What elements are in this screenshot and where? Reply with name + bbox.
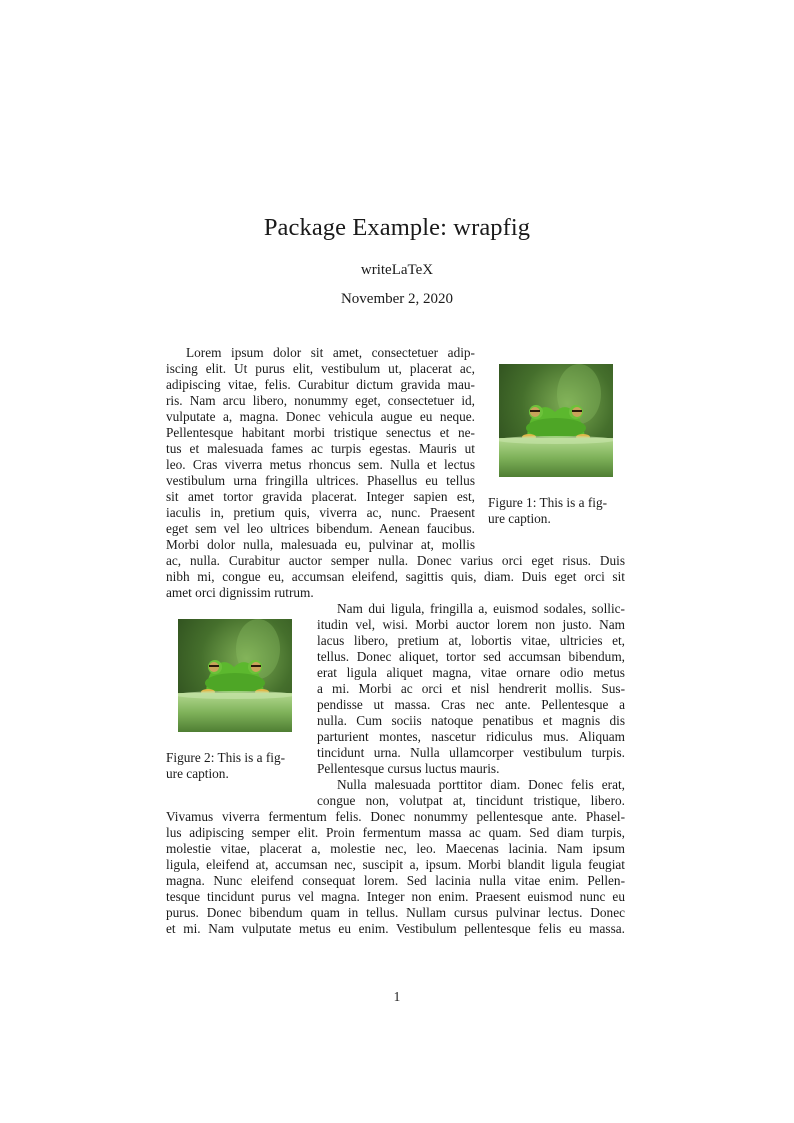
text-line: et mi. Nam vulputate metus eu enim. Vestibulum pellentesque felis eu massa. <box>166 921 625 936</box>
text-line: pendisse ut massa. Cras nec ante. Pellentesque a <box>317 697 625 712</box>
text-line: iaculis in, pretium quis, viverra ac, nunc. Praesent <box>166 505 475 520</box>
text-line: Lorem ipsum dolor sit amet, consectetuer adip- <box>186 345 475 360</box>
text-line: lacus libero, pretium at, lobortis vitae, ultricies et, <box>317 633 625 648</box>
text-line: nibh mi, congue eu, accumsan eleifend, sagittis quis, diam. Duis eget orci sit <box>166 569 625 584</box>
text-line: a mi. Morbi ac orci et nisl hendrerit mollis. Sus- <box>317 681 625 696</box>
text-line: erat ligula aliquet magna, vitae ornare odio metus <box>317 665 625 680</box>
text-line: iscing elit. Ut purus elit, vestibulum ut, placerat ac, <box>166 361 475 376</box>
text-line: vestibulum urna fringilla ultrices. Phasellus eu tellus <box>166 473 475 488</box>
text-line: magna. Nunc eleifend consequat lorem. Sed lacinia nulla vitae enim. Pellen- <box>166 873 625 888</box>
text-line: tellus. Donec aliquet, tortor sed accumsan bibendum, <box>317 649 625 664</box>
text-line: tesque tincidunt purus vel magna. Integer non enim. Praesent euismod nunc eu <box>166 889 625 904</box>
text-line: parturient montes, nascetur ridiculus mus. Aliquam <box>317 729 625 744</box>
text-line: Pellentesque habitant morbi tristique senectus et ne- <box>166 425 475 440</box>
figure-caption: Figure 1: This is a fig- <box>488 495 608 510</box>
text-line: adipiscing vitae, felis. Curabitur dictum gravida mau- <box>166 377 475 392</box>
text-line: Vivamus viverra fermentum felis. Donec nonummy pellentesque ante. Phasel- <box>166 809 625 824</box>
text-line: amet orci dignissim rutrum. <box>166 585 314 600</box>
text-line: sit amet tortor gravida placerat. Integer sapien est, <box>166 489 475 504</box>
text-line: ligula, eleifend at, accumsan nec, suscipit a, ipsum. Morbi blandit ligula feugiat <box>166 857 625 872</box>
text-line: eget sem vel leo ultrices bibendum. Aenean faucibus. <box>166 521 475 536</box>
page-number: 1 <box>393 989 401 1004</box>
text-line: vulputate a, magna. Donec vehicula augue eu neque. <box>166 409 475 424</box>
frog-image <box>499 364 613 477</box>
text-line: tincidunt urna. Nulla ullamcorper vestibulum turpis. <box>317 745 625 760</box>
frog-image <box>178 619 292 732</box>
text-line: molestie vitae, placerat a, molestie nec, leo. Maecenas lacinia. Nam ipsum <box>166 841 625 856</box>
text-line: Morbi dolor nulla, malesuada eu, pulvinar at, mollis <box>166 537 475 552</box>
text-line: ac, nulla. Curabitur auctor semper nulla. Donec varius orci eget risus. Duis <box>166 553 625 568</box>
text-line: purus. Donec bibendum quam in tellus. Nullam cursus pulvinar lectus. Donec <box>166 905 625 920</box>
text-line: nulla. Cum sociis natoque penatibus et magnis dis <box>317 713 625 728</box>
text-line: lus adipiscing semper elit. Proin fermentum massa ac quam. Sed diam turpis, <box>166 825 625 840</box>
figure-caption: Figure 2: This is a fig- <box>166 750 286 765</box>
figure-caption: ure caption. <box>488 511 551 526</box>
document-author: writeLaTeX <box>360 262 434 278</box>
text-line: Nam dui ligula, fringilla a, euismod sodales, sollic- <box>337 601 625 616</box>
text-line: tus et malesuada fames ac turpis egestas. Mauris ut <box>166 441 475 456</box>
text-line: leo. Cras viverra metus rhoncus sem. Nulla et lectus <box>166 457 475 472</box>
text-line: Pellentesque cursus luctus mauris. <box>317 761 500 776</box>
figure-caption: ure caption. <box>166 766 229 781</box>
document-date: November 2, 2020 <box>340 291 454 307</box>
text-line: ris. Nam arcu libero, nonummy eget, consectetuer id, <box>166 393 475 408</box>
text-line: Nulla malesuada porttitor diam. Donec felis erat, <box>337 777 625 792</box>
text-line: itudin vel, wisi. Morbi auctor lorem non justo. Nam <box>317 617 625 632</box>
document-title: Package Example: wrapfig <box>263 214 531 241</box>
text-line: congue non, volutpat at, tincidunt tristique, libero. <box>317 793 625 808</box>
